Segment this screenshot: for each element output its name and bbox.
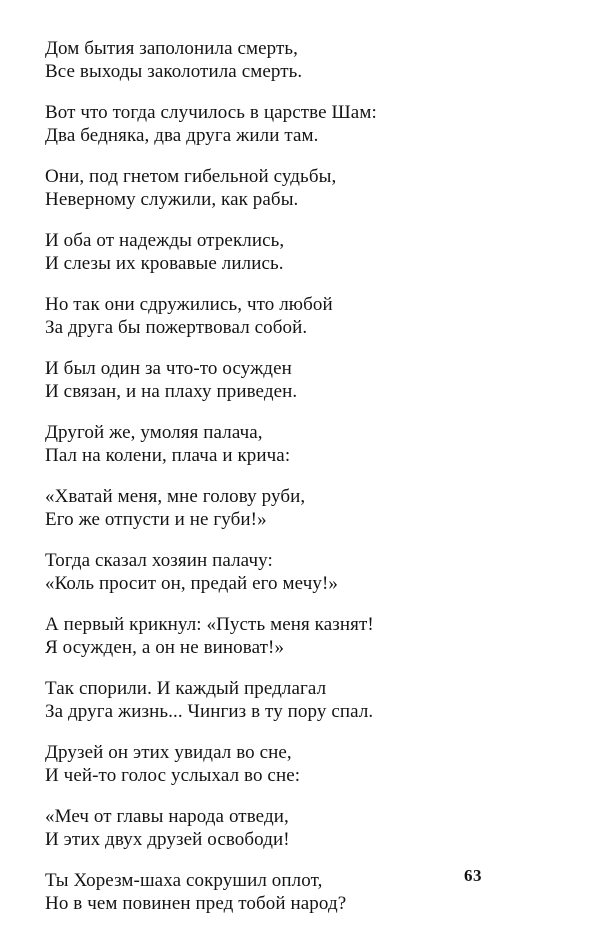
poem-line: Неверному служили, как рабы.: [45, 188, 299, 210]
poem-line: Друзей он этих увидал во сне,: [45, 742, 292, 763]
poem-line: «Хватай меня, мне голову руби,: [45, 486, 306, 507]
poem-line: И был один за что-то осужден: [45, 358, 292, 379]
stanza: [45, 38, 545, 83]
poem-line: Но в чем повинен пред тобой народ?: [45, 892, 347, 914]
stanza: [45, 486, 545, 531]
stanza: [45, 678, 545, 723]
stanza: [45, 422, 545, 467]
poem-line: Его же отпусти и не губи!»: [45, 508, 267, 530]
stanza: [45, 166, 545, 211]
poem-line: И слезы их кровавые лились.: [45, 252, 284, 274]
poem-line: Тогда сказал хозяин палачу:: [45, 550, 273, 571]
poem-line: И чей-то голос услыхал во сне:: [45, 764, 301, 786]
stanza: [45, 230, 545, 275]
poem-line: Они, под гнетом гибельной судьбы,: [45, 166, 337, 187]
poem-text: [45, 38, 545, 934]
poem-line: Но так они сдружились, что любой: [45, 294, 333, 315]
poem-line: А первый крикнул: «Пусть меня казнят!: [45, 614, 374, 635]
poem-line: Все выходы заколотила смерть.: [45, 60, 303, 82]
poem-line: Пал на колени, плача и крича:: [45, 444, 291, 466]
poem-line: «Меч от главы народа отведи,: [45, 806, 289, 827]
poem-line: Дом бытия заполонила смерть,: [45, 38, 299, 59]
poem-line: И оба от надежды отреклись,: [45, 230, 285, 251]
stanza: [45, 614, 545, 659]
poem-line: Ты Хорезм-шаха сокрушил оплот,: [45, 870, 323, 891]
poem-line: Так спорили. И каждый предлагал: [45, 678, 327, 699]
stanza: [45, 358, 545, 403]
poem-line: За друга жизнь... Чингиз в ту пору спал.: [45, 700, 374, 722]
stanza: [45, 806, 545, 851]
poem-line: И этих двух друзей освободи!: [45, 828, 290, 850]
poem-line: За друга бы пожертвовал собой.: [45, 316, 308, 338]
poem-line: Другой же, умоляя палача,: [45, 422, 263, 443]
poem-line: «Коль просит он, предай его мечу!»: [45, 572, 338, 594]
stanza: [45, 102, 545, 147]
stanza: [45, 742, 545, 787]
poem-line: Вот что тогда случилось в царстве Шам:: [45, 102, 377, 123]
stanza: [45, 550, 545, 595]
poem-line: И связан, и на плаху приведен.: [45, 380, 298, 402]
stanza: [45, 294, 545, 339]
poem-line: Два бедняка, два друга жили там.: [45, 124, 319, 146]
page-number: 63: [464, 866, 482, 885]
poem-line: Я осужден, а он не виноват!»: [45, 636, 285, 658]
